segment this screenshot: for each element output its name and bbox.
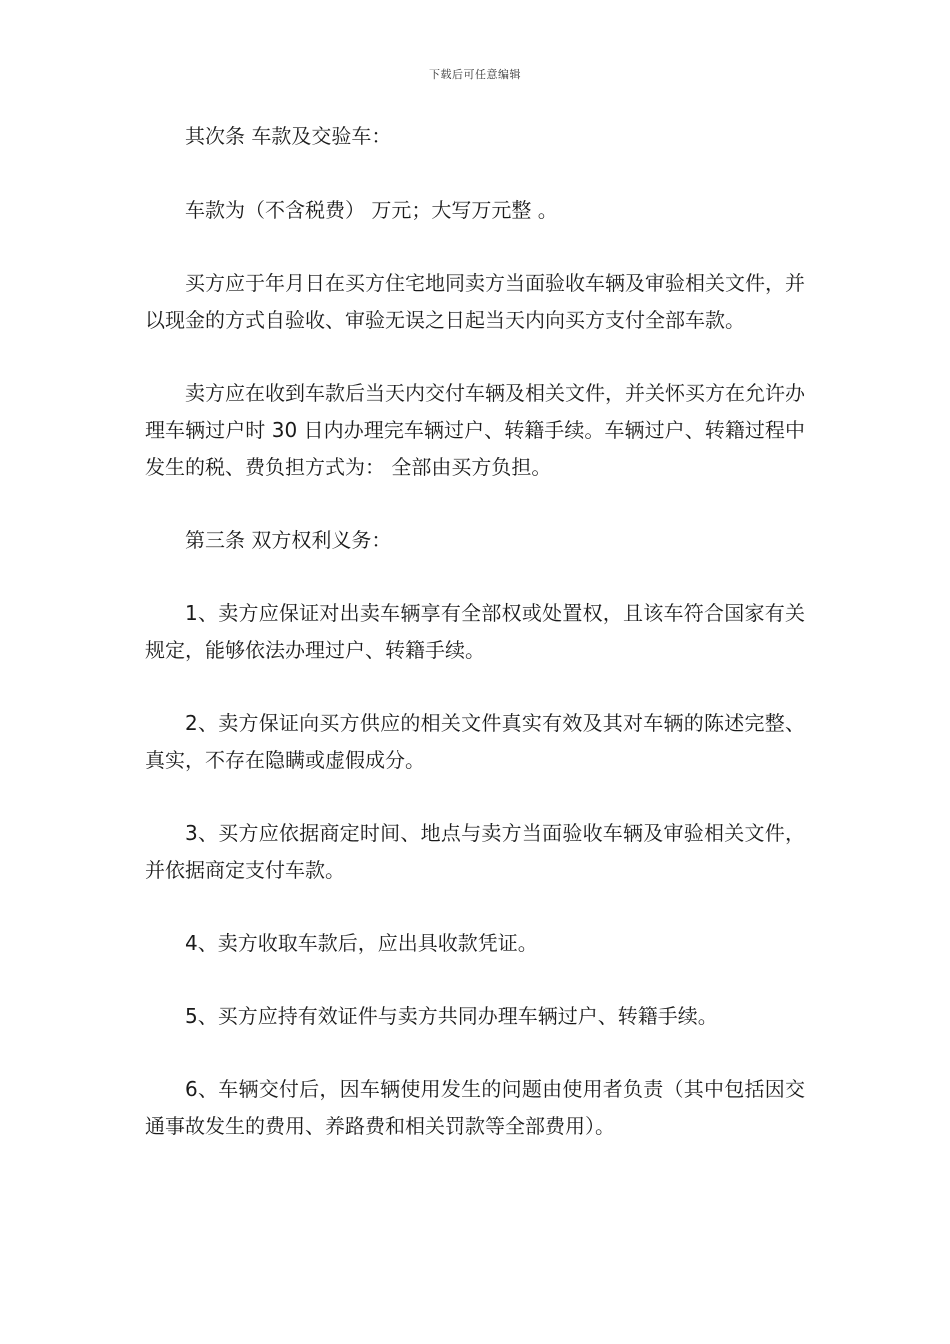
list-item-6: 6、车辆交付后，因车辆使用发生的问题由使用者负责（其中包括因交通事故发生的费用、养路费和相关罚款等全部费用）。 (145, 1077, 805, 1138)
list-item-5: 5、买方应持有效证件与卖方共同办理车辆过户、转籍手续。 (185, 1004, 718, 1028)
document-body (145, 118, 805, 1145)
paragraph-inspection: 买方应于年月日在买方住宅地同卖方当面验收车辆及审验相关文件，并以现金的方式自验收、审验无误之日起当天内向买方支付全部车款。 (145, 271, 805, 332)
list-item-3: 3、买方应依据商定时间、地点与卖方当面验收车辆及审验相关文件，并依据商定支付车款。 (145, 821, 805, 882)
list-item-4: 4、卖方收取车款后，应出具收款凭证。 (185, 931, 538, 955)
section-heading-2: 其次条 车款及交验车： (185, 124, 392, 148)
list-item-1: 1、卖方应保证对出卖车辆享有全部权或处置权，且该车符合国家有关规定，能够依法办理过户、转籍手续。 (145, 601, 805, 662)
list-item-2: 2、卖方保证向买方供应的相关文件真实有效及其对车辆的陈述完整、真实，不存在隐瞒或虚假成分。 (145, 711, 805, 772)
paragraph-price: 车款为（不含税费） 万元；大写万元整 。 (185, 198, 558, 222)
paragraph-delivery: 卖方应在收到车款后当天内交付车辆及相关文件，并关怀买方在允许办理车辆过户时 30 日内办理完车辆过户、转籍手续。车辆过户、转籍过程中发生的税、费负担方式为： 全部由买方负担。 (145, 381, 805, 479)
header-note: 下载后可任意编辑 (429, 68, 521, 81)
section-heading-3: 第三条 双方权利义务： (185, 528, 392, 552)
